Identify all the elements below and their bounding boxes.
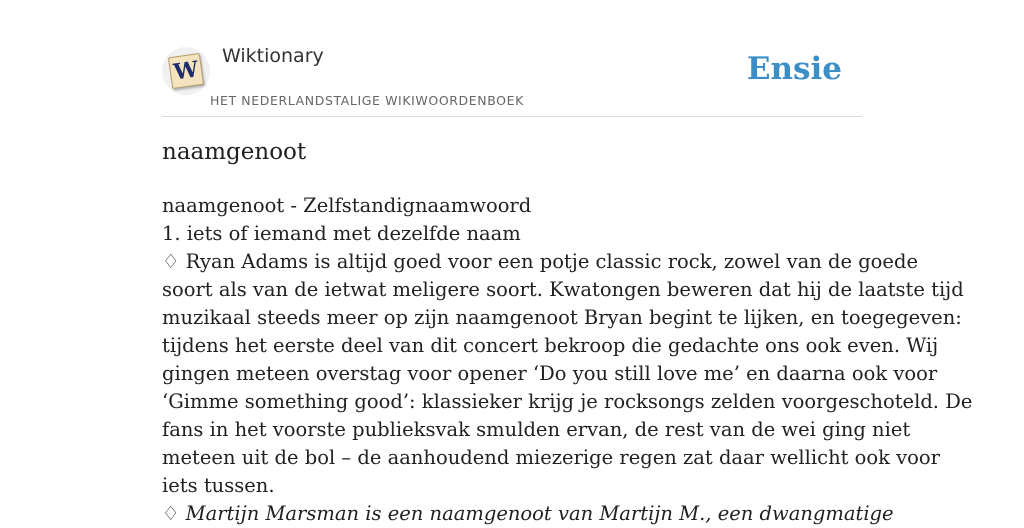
wiktionary-logo[interactable] <box>162 47 210 95</box>
example-line: iets tussen. <box>162 474 275 497</box>
site-header <box>162 0 862 117</box>
example-line: ‘Gimme something good’: klassieker krijg je rocksongs zelden voorgeschoteld. De <box>162 390 973 413</box>
ensie-brand-logo[interactable]: Ensie <box>746 51 842 87</box>
example-line: gingen meteen overstag voor opener ‘Do you still love me’ en daarna ook voor <box>162 362 938 385</box>
definition-line: 1. iets of iemand met dezelfde naam <box>162 222 521 245</box>
page-title: naamgenoot <box>162 139 307 165</box>
example-quote-2: ♢ Martijn Marsman is een naamgenoot van Martijn M., een dwangmatige <box>162 502 894 525</box>
example-line: fans in het voorste publieksvak smulden ervan, de rest van de wei ging niet <box>162 418 911 441</box>
example-quote-1 <box>162 248 973 500</box>
logo-tile-icon <box>168 53 204 89</box>
logo-letter: W <box>171 56 201 86</box>
example-line: soort als van de ietwat meligere soort. Kwatongen beweren dat hij de laatste tijd <box>162 278 964 301</box>
example-line: tijdens het eerste deel van dit concert bekroop die gedachte ons ook even. Wij <box>162 334 939 357</box>
example-line: muzikaal steeds meer op zijn naamgenoot Bryan begint te lijken, en toegegeven: <box>162 306 962 329</box>
entry-body <box>162 192 973 528</box>
site-tagline: HET NEDERLANDSTALIGE WIKIWOORDENBOEK <box>210 93 524 108</box>
example-line: ♢ Ryan Adams is altijd goed voor een potje classic rock, zowel van de goede <box>162 250 918 273</box>
word-type-line: naamgenoot - Zelfstandignaamwoord <box>162 194 532 217</box>
site-name[interactable]: Wiktionary <box>222 45 324 67</box>
page <box>162 0 973 525</box>
example-line: meteen uit de bol – de aanhoudend miezerige regen zat daar wellicht ook voor <box>162 446 940 469</box>
